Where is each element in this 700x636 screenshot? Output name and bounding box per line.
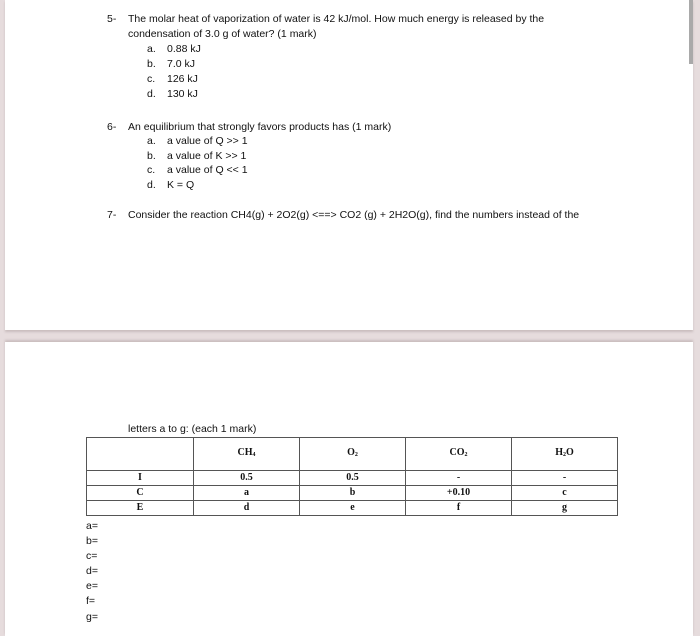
ice-table-row (87, 501, 618, 516)
question-number: 7- (107, 209, 117, 221)
table-cell: - (406, 471, 512, 486)
question-number: 5- (107, 13, 117, 25)
header-cell-co2: $CO_2$ (406, 438, 512, 471)
option-letter: d. (147, 88, 156, 100)
option (5, 178, 693, 193)
table-cell: 0.5 (194, 471, 300, 486)
option (5, 163, 693, 178)
answer-line-a: a= (86, 520, 98, 532)
answer-line-b: b= (86, 535, 98, 547)
option-letter: b. (147, 150, 156, 162)
table-cell: - (512, 471, 618, 486)
option-value: 126 kJ (167, 73, 198, 85)
table-cell: 0.5 (300, 471, 406, 486)
table-cell: f (406, 501, 512, 516)
table-cell: a (194, 486, 300, 501)
answer-line-e: e= (86, 580, 98, 592)
answer-line-d: d= (86, 565, 98, 577)
option-letter: c. (147, 164, 156, 176)
header-cell-h2o: $H_2O$ (512, 438, 618, 471)
option-value: 7.0 kJ (167, 58, 196, 70)
ice-table-row (87, 471, 618, 486)
row-label: C (87, 486, 194, 501)
table-cell: g (512, 501, 618, 516)
question-text: An equilibrium that strongly favors products has (1 mark) (128, 121, 392, 133)
question-text: The molar heat of vaporization of water is 42 kJ/mol. How much energy is released by the (128, 13, 545, 25)
table-cell: d (194, 501, 300, 516)
option (5, 42, 693, 57)
question-7-continued: letters a to g: (each 1 mark) (128, 423, 257, 435)
header-cell-o2: $O_2$ (300, 438, 406, 471)
header-cell-empty (87, 438, 194, 471)
option-value: a value of Q >> 1 (167, 135, 248, 147)
option-value: a value of Q << 1 (167, 164, 248, 176)
option-value: 130 kJ (167, 88, 198, 100)
vertical-scrollbar-thumb[interactable] (689, 0, 693, 64)
option-letter: d. (147, 179, 156, 191)
option-value: K = Q (167, 179, 195, 191)
document-page-1 (5, 0, 693, 330)
option-letter: a. (147, 135, 156, 147)
question-5 (5, 12, 693, 27)
answer-line-c: c= (86, 550, 98, 562)
table-cell: c (512, 486, 618, 501)
ice-table-row (87, 486, 618, 501)
table-cell: b (300, 486, 406, 501)
ice-table (86, 437, 618, 516)
question-text: Consider the reaction CH4(g) + 2O2(g) <==> CO2 (g) + 2H2O(g), find the numbers instead of the (128, 209, 580, 221)
header-cell-ch4: $CH_4$ (194, 438, 300, 471)
option (5, 57, 693, 72)
option-value: a value of K >> 1 (167, 150, 247, 162)
answer-line-f: f= (86, 595, 96, 607)
row-label: E (87, 501, 194, 516)
option (5, 87, 693, 102)
option (5, 134, 693, 149)
ice-table-header-row (87, 438, 618, 471)
question-6 (5, 120, 693, 135)
question-text-continued: condensation of 3.0 g of water? (1 mark) (128, 28, 317, 40)
question-7 (5, 208, 693, 223)
option-value: 0.88 kJ (167, 43, 201, 55)
option-letter: a. (147, 43, 156, 55)
option-letter: b. (147, 58, 156, 70)
document-page-2 (5, 342, 693, 636)
option (5, 149, 693, 164)
table-cell: e (300, 501, 406, 516)
option-letter: c. (147, 73, 156, 85)
row-label: I (87, 471, 194, 486)
answer-line-g: g= (86, 611, 98, 623)
table-cell: +0.10 (406, 486, 512, 501)
option (5, 72, 693, 87)
question-number: 6- (107, 121, 117, 133)
